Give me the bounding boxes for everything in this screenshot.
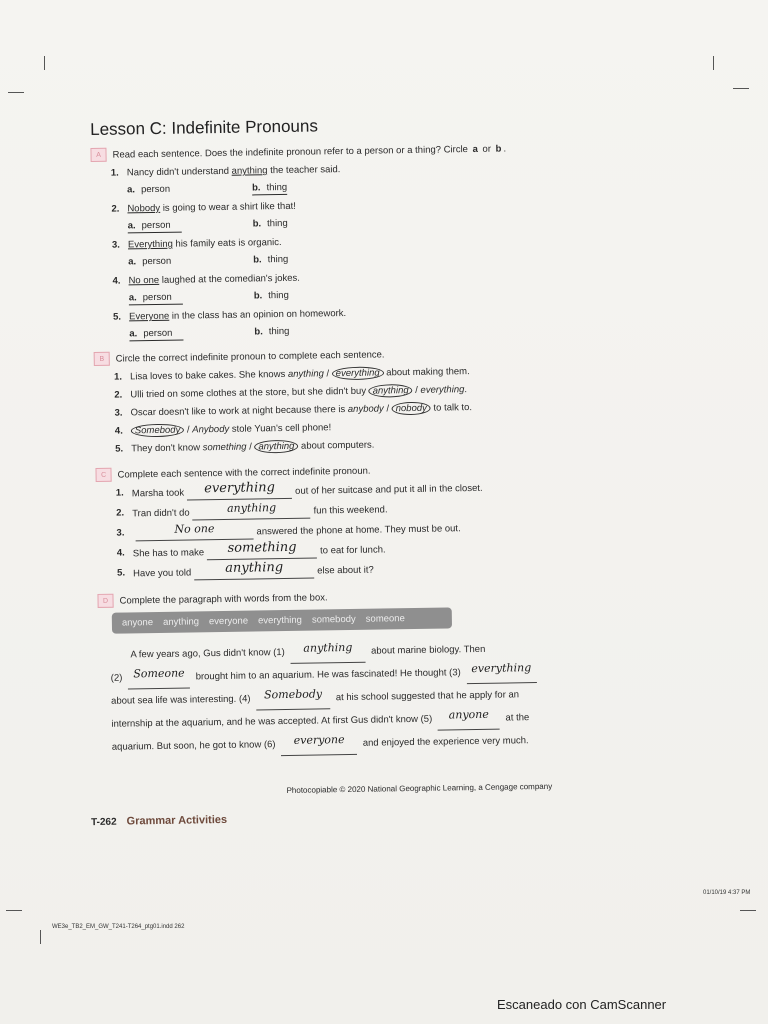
question-a2: 2. Nobody is going to wear a shirt like that! — [111, 200, 296, 215]
choice-b[interactable]: b. thing — [252, 217, 288, 230]
file-slug: WE3e_TB2_EM_GW_T241-T264_ptg01.indd 262 — [52, 924, 185, 930]
section-a-instruction: A Read each sentence. Does the indefinite pronoun refer to a person or a thing? Circle a or b . — [90, 140, 570, 162]
page-footer — [91, 808, 581, 828]
choice-a[interactable]: a. person — [128, 255, 172, 268]
question-b5: 5. They don't know something / anything about computers. — [115, 439, 375, 455]
choice-b[interactable]: b. thing — [254, 325, 290, 338]
question-a3: 3. Everything his family eats is organic. — [111, 237, 282, 251]
question-b1: 1. Lisa loves to bake cakes. She knows anything / everything about making them. — [113, 366, 470, 383]
question-b4: 4. Somebody / Anybody stole Yuan's cell phone! — [114, 422, 332, 437]
choice-a[interactable]: a. person — [129, 290, 254, 303]
section-badge-c: C — [95, 468, 111, 482]
crop-mark — [733, 88, 749, 89]
answer-blank[interactable]: Someone — [128, 665, 190, 689]
choice-b[interactable]: b. thing — [253, 289, 289, 302]
page-number: T-262 — [90, 816, 117, 829]
answer-blank[interactable]: everyone — [281, 732, 357, 756]
section-d — [97, 586, 580, 759]
section-badge-a: A — [90, 148, 106, 162]
camscanner-watermark: Escaneado con CamScanner — [497, 997, 667, 1012]
print-timestamp: 01/10/19 4:37 PM — [703, 890, 751, 896]
answer-blank[interactable]: No one — [135, 524, 253, 541]
question-c4: 4. She has to make something to eat for lunch. — [116, 539, 386, 560]
section-b — [94, 344, 576, 456]
question-a4: 4. No one laughed at the comedian's jokes. — [112, 272, 300, 287]
answer-blank[interactable]: anything — [194, 564, 314, 581]
question-c3: 3. No one answered the phone at home. They must be out. — [116, 519, 576, 541]
word-box-item: anything — [162, 616, 200, 628]
choices-a1 — [127, 177, 571, 195]
word-box-item: everything — [257, 614, 303, 627]
choice-b[interactable]: b. thing — [252, 181, 288, 194]
question-c2: 2. Tran didn't do anything fun this weekend. — [116, 501, 388, 520]
answer-blank[interactable]: everything — [466, 660, 536, 684]
section-badge-b: B — [94, 352, 110, 366]
choices-a5 — [129, 321, 573, 339]
worksheet — [90, 112, 581, 827]
section-a — [90, 140, 573, 340]
section-badge-d: D — [97, 594, 113, 608]
choice-a[interactable]: a. person — [128, 218, 253, 231]
crop-mark — [44, 56, 45, 70]
choices-a3 — [128, 249, 572, 267]
question-b2: 2. Ulli tried on some clothes at the store, but she didn't buy anything / everything. — [114, 384, 468, 401]
section-b-instruction: B Circle the correct indefinite pronoun to complete each sentence. — [94, 344, 574, 366]
footer-section-title: Grammar Activities — [126, 813, 228, 828]
word-box-item: anyone — [121, 617, 154, 629]
word-box-item: somebody — [311, 613, 356, 626]
lesson-title: Lesson C: Indefinite Pronouns — [90, 116, 319, 139]
crop-mark — [6, 910, 22, 911]
answer-blank[interactable]: anyone — [438, 707, 500, 731]
crop-mark — [713, 56, 714, 70]
answer-blank[interactable]: Somebody — [256, 686, 330, 710]
section-d-instruction: D Complete the paragraph with words from the box. — [97, 586, 577, 608]
answer-blank[interactable]: everything — [187, 484, 292, 501]
crop-mark — [740, 910, 756, 911]
question-b3: 3. Oscar doesn't like to work at night because there is anybody / nobody to talk to. — [114, 402, 473, 419]
question-a5: 5. Everyone in the class has an opinion on homework. — [113, 308, 347, 323]
question-a1: 1. Nancy didn't understand anything the teacher said. — [110, 164, 341, 179]
word-box-item: everyone — [208, 615, 249, 628]
answer-blank[interactable]: something — [207, 543, 317, 560]
choices-a4 — [129, 285, 573, 303]
crop-mark — [8, 92, 24, 93]
paragraph: A few years ago, Gus didn't know (1) anything about marine biology. Then (2) Someone brought him to an aquarium. He was fascinated! He thought (3) everything about sea life was interesting. (4) Somebody at his school suggested that he apply for an internship at the aquarium, and he was accepted. At first Gus didn't know (5) anyone at the aquarium. But soon, he got to know (6) everyone and enjoyed the experience very much. — [110, 637, 562, 759]
word-box-item: someone — [365, 613, 405, 625]
section-c-instruction: C Complete each sentence with the correct indefinite pronoun. — [95, 460, 575, 482]
question-c1: 1. Marsha took everything out of her suitcase and put it all in the closet. — [115, 480, 483, 500]
question-c5: 5. Have you told anything else about it? — [117, 560, 374, 580]
answer-blank[interactable]: anything — [193, 504, 311, 521]
choice-a[interactable]: a. person — [127, 183, 171, 196]
answer-blank[interactable]: anything — [290, 640, 365, 664]
choices-a2 — [128, 213, 572, 231]
crop-mark — [40, 930, 41, 944]
word-box — [112, 607, 452, 633]
choice-b[interactable]: b. thing — [253, 253, 289, 266]
section-c — [95, 460, 577, 582]
choice-a[interactable]: a. person — [129, 326, 254, 339]
copyright-credit: Photocopiable © 2020 National Geographic Learning, a Cengage company — [286, 781, 553, 795]
